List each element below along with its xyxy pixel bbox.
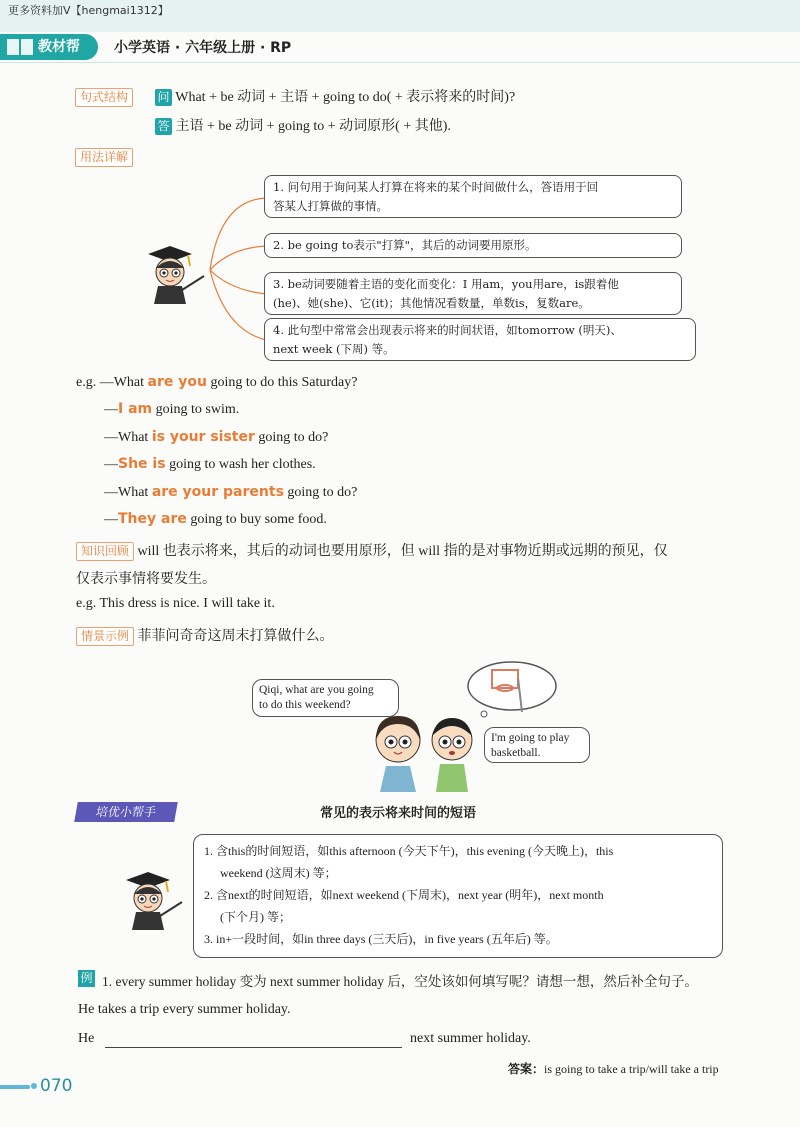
example-line bbox=[104, 456, 316, 473]
scene-text: 菲菲问奇奇这周末打算做什么。 bbox=[137, 629, 334, 644]
example-highlight: is your sister bbox=[151, 429, 255, 445]
example-line bbox=[104, 484, 357, 501]
usage-tag: 用法详解 bbox=[75, 148, 133, 167]
example-text: going to do? bbox=[283, 485, 358, 500]
example-text: going to do? bbox=[254, 430, 329, 445]
usage-item-line: next week (下周) 等。 bbox=[273, 342, 395, 356]
usage-item-line: 3. be动词要随着主语的变化而变化：I 用am，you用are，is跟着他 bbox=[273, 277, 619, 291]
scene-row bbox=[76, 625, 334, 646]
example-highlight: are you bbox=[147, 374, 207, 390]
example-highlight: I am bbox=[118, 401, 153, 417]
review-text-1: will 也表示将来，其后的动词也要用原形，但 will 指的是对事物近期或远期的预见，仅 bbox=[137, 544, 668, 559]
structure-answer: 主语 + be 动词 + going to + 动词原形( + 其他). bbox=[175, 119, 451, 134]
exercise-sentence: He takes a trip every summer holiday. bbox=[78, 1002, 291, 1017]
usage-item-line: (he)、她(she)、它(it)；其他情况看数量，单数is，复数are。 bbox=[273, 296, 590, 310]
usage-box-1 bbox=[264, 175, 682, 218]
answer-label: 答案： bbox=[508, 1062, 545, 1076]
example-highlight: She is bbox=[118, 456, 166, 472]
brand-label: 教材帮 bbox=[38, 39, 80, 55]
answer-blank[interactable] bbox=[105, 1047, 402, 1048]
review-text-2: 仅表示事情将要发生。 bbox=[76, 572, 216, 587]
boy-speech-bubble bbox=[484, 727, 590, 763]
example-text: going to wash her clothes. bbox=[165, 457, 316, 472]
usage-item-line: 2. be going to表示"打算"，其后的动词要用原形。 bbox=[273, 238, 537, 252]
header-divider bbox=[0, 62, 800, 63]
helper-tag-label: 培优小帮手 bbox=[94, 805, 158, 819]
helper-item-line: (下个月) 等； bbox=[220, 910, 291, 924]
usage-item-line: 1. 问句用于询问某人打算在将来的某个时间做什么，答语用于回 bbox=[273, 180, 599, 194]
example-text: going to buy some food. bbox=[186, 512, 327, 527]
structure-tag: 句式结构 bbox=[75, 88, 133, 107]
usage-box-3 bbox=[264, 272, 682, 315]
usage-connector-lines bbox=[200, 190, 270, 350]
usage-box-4 bbox=[264, 318, 696, 361]
answer-text: is going to take a trip/will take a trip bbox=[544, 1062, 719, 1076]
helper-title: 常见的表示将来时间的短语 bbox=[320, 806, 477, 821]
helper-item-line: 3. in+一段时间，如in three days (三天后)，in five years (五年后) 等。 bbox=[204, 932, 558, 946]
exercise-blank-end: next summer holiday. bbox=[410, 1031, 531, 1046]
bubble-line: to do this weekend? bbox=[259, 699, 351, 711]
example-line bbox=[104, 401, 239, 418]
structure-section bbox=[75, 86, 133, 107]
review-row bbox=[76, 540, 668, 561]
children-illustration-icon bbox=[366, 712, 486, 792]
book-logo-icon bbox=[4, 36, 38, 58]
example-line bbox=[104, 429, 328, 446]
helper-item-line: weekend (这周末) 等； bbox=[220, 866, 337, 880]
helper-tag bbox=[74, 802, 178, 822]
structure-question-row bbox=[155, 86, 515, 106]
helper-item-line: 2. 含next的时间短语，如next weekend (下周末)，next year (明年)，next month bbox=[204, 888, 604, 902]
helper-item-line: 1. 含this的时间短语，如this afternoon (今天下午)，this evening (今天晚上)，this bbox=[204, 844, 614, 858]
example-line bbox=[76, 374, 357, 391]
scene-tag: 情景示例 bbox=[76, 627, 134, 646]
review-example: e.g. This dress is nice. I will take it. bbox=[76, 596, 275, 611]
example-text: —What bbox=[99, 375, 148, 390]
teacher-mascot-icon bbox=[118, 866, 188, 932]
page-dot bbox=[31, 1083, 37, 1089]
example-text: —What bbox=[104, 430, 152, 445]
example-text: — bbox=[104, 512, 118, 527]
structure-answer-row bbox=[155, 115, 451, 135]
question-mark-badge: 问 bbox=[155, 89, 172, 106]
basketball-thought-bubble-icon bbox=[462, 656, 560, 720]
answer-mark-badge: 答 bbox=[155, 118, 172, 135]
example-highlight: They are bbox=[118, 511, 187, 527]
book-title: 小学英语 · 六年级上册 · RP bbox=[114, 40, 292, 56]
watermark-text: 更多资料加V【hengmai1312】 bbox=[8, 4, 169, 17]
usage-box-2 bbox=[264, 233, 682, 258]
example-text: — bbox=[104, 402, 118, 417]
usage-item-line: 答某人打算做的事情。 bbox=[273, 199, 388, 213]
bubble-line: basketball. bbox=[491, 747, 541, 759]
example-prefix: e.g. bbox=[76, 375, 97, 390]
exercise-tag: 例 bbox=[78, 970, 95, 987]
example-line bbox=[104, 511, 327, 528]
review-tag: 知识回顾 bbox=[76, 542, 134, 561]
example-text: going to swim. bbox=[152, 402, 240, 417]
usage-section bbox=[75, 146, 133, 167]
exercise-prompt: 1. every summer holiday 变为 next summer holiday 后，空处该如何填写呢？请想一想，然后补全句子。 bbox=[102, 974, 698, 989]
page-number: 070 bbox=[40, 1076, 73, 1096]
example-highlight: are your parents bbox=[151, 484, 284, 500]
usage-item-line: 4. 此句型中常常会出现表示将来的时间状语，如tomorrow (明天)、 bbox=[273, 323, 622, 337]
example-text: —What bbox=[104, 485, 152, 500]
bubble-line: Qiqi, what are you going bbox=[259, 684, 374, 696]
answer-row bbox=[508, 1060, 719, 1077]
structure-question: What + be 动词 + 主语 + going to do( + 表示将来的时间)? bbox=[175, 90, 516, 105]
bubble-line: I'm going to play bbox=[491, 732, 570, 744]
example-text: — bbox=[104, 457, 118, 472]
page-number-bar bbox=[0, 1085, 30, 1089]
exercise-blank-start: He bbox=[78, 1031, 95, 1046]
example-text: going to do this Saturday? bbox=[206, 375, 358, 390]
